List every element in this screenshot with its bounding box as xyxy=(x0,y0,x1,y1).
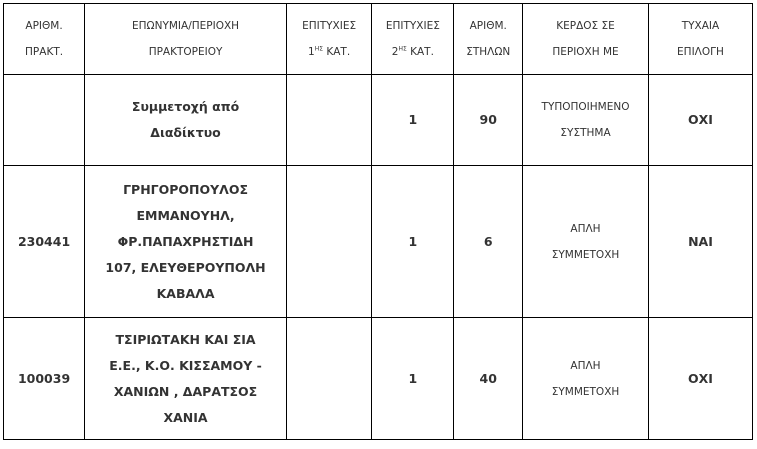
cell-wins-2nd: 1 xyxy=(372,318,454,440)
cell-random-pick: ΝΑΙ xyxy=(648,166,752,318)
cell-profit-area: ΑΠΛΗ ΣΥΜΜΕΤΟΧΗ xyxy=(523,166,649,318)
cell-columns: 6 xyxy=(454,166,523,318)
cell-agency-name: ΤΣΙΡΙΩΤΑΚΗ ΚΑΙ ΣΙΑ Ε.Ε., Κ.Ο. ΚΙΣΣΑΜΟΥ - ΧΑΝΙΩΝ , ΔΑΡΑΤΣΟΣ ΧΑΝΙΑ xyxy=(85,318,287,440)
cell-columns: 90 xyxy=(454,75,523,166)
cell-random-pick: ΟΧΙ xyxy=(648,75,752,166)
cell-wins-1st xyxy=(286,75,371,166)
cell-columns: 40 xyxy=(454,318,523,440)
cell-agency-no: 100039 xyxy=(4,318,85,440)
cell-wins-2nd: 1 xyxy=(372,166,454,318)
winners-table xyxy=(3,3,753,440)
cell-wins-1st xyxy=(286,318,371,440)
cell-agency-no xyxy=(4,75,85,166)
table-row xyxy=(4,166,753,318)
header-columns: ΑΡΙΘΜ. ΣΤΗΛΩΝ xyxy=(454,4,523,75)
cell-agency-name: ΓΡΗΓΟΡΟΠΟΥΛΟΣ ΕΜΜΑΝΟΥΗΛ, ΦΡ.ΠΑΠΑΧΡΗΣΤΙΔΗ 107, ΕΛΕΥΘΕΡΟΥΠΟΛΗ ΚΑΒΑΛΑ xyxy=(85,166,287,318)
cell-agency-no: 230441 xyxy=(4,166,85,318)
header-agency-no: ΑΡΙΘΜ. ΠΡΑΚΤ. xyxy=(4,4,85,75)
header-wins-2nd: ΕΠΙΤΥΧΙΕΣ $2^{H\Sigma}$ ΚΑΤ. xyxy=(372,4,454,75)
table-header-row xyxy=(4,4,753,75)
header-profit-area: ΚΕΡΔΟΣ ΣΕ ΠΕΡΙΟΧΗ ΜΕ xyxy=(523,4,649,75)
header-agency-name: ΕΠΩΝΥΜΙΑ/ΠΕΡΙΟΧΗ ΠΡΑΚΤΟΡΕΙΟΥ xyxy=(85,4,287,75)
header-wins-1st: ΕΠΙΤΥΧΙΕΣ $1^{H\Sigma}$ ΚΑΤ. xyxy=(286,4,371,75)
cell-random-pick: ΟΧΙ xyxy=(648,318,752,440)
cell-profit-area: ΑΠΛΗ ΣΥΜΜΕΤΟΧΗ xyxy=(523,318,649,440)
cell-wins-2nd: 1 xyxy=(372,75,454,166)
cell-profit-area: ΤΥΠΟΠΟΙΗΜΕΝΟ ΣΥΣΤΗΜΑ xyxy=(523,75,649,166)
table-row xyxy=(4,318,753,440)
header-random-pick: ΤΥΧΑΙΑ ΕΠΙΛΟΓΗ xyxy=(648,4,752,75)
table-row xyxy=(4,75,753,166)
cell-agency-name: Συμμετοχή από Διαδίκτυο xyxy=(85,75,287,166)
cell-wins-1st xyxy=(286,166,371,318)
